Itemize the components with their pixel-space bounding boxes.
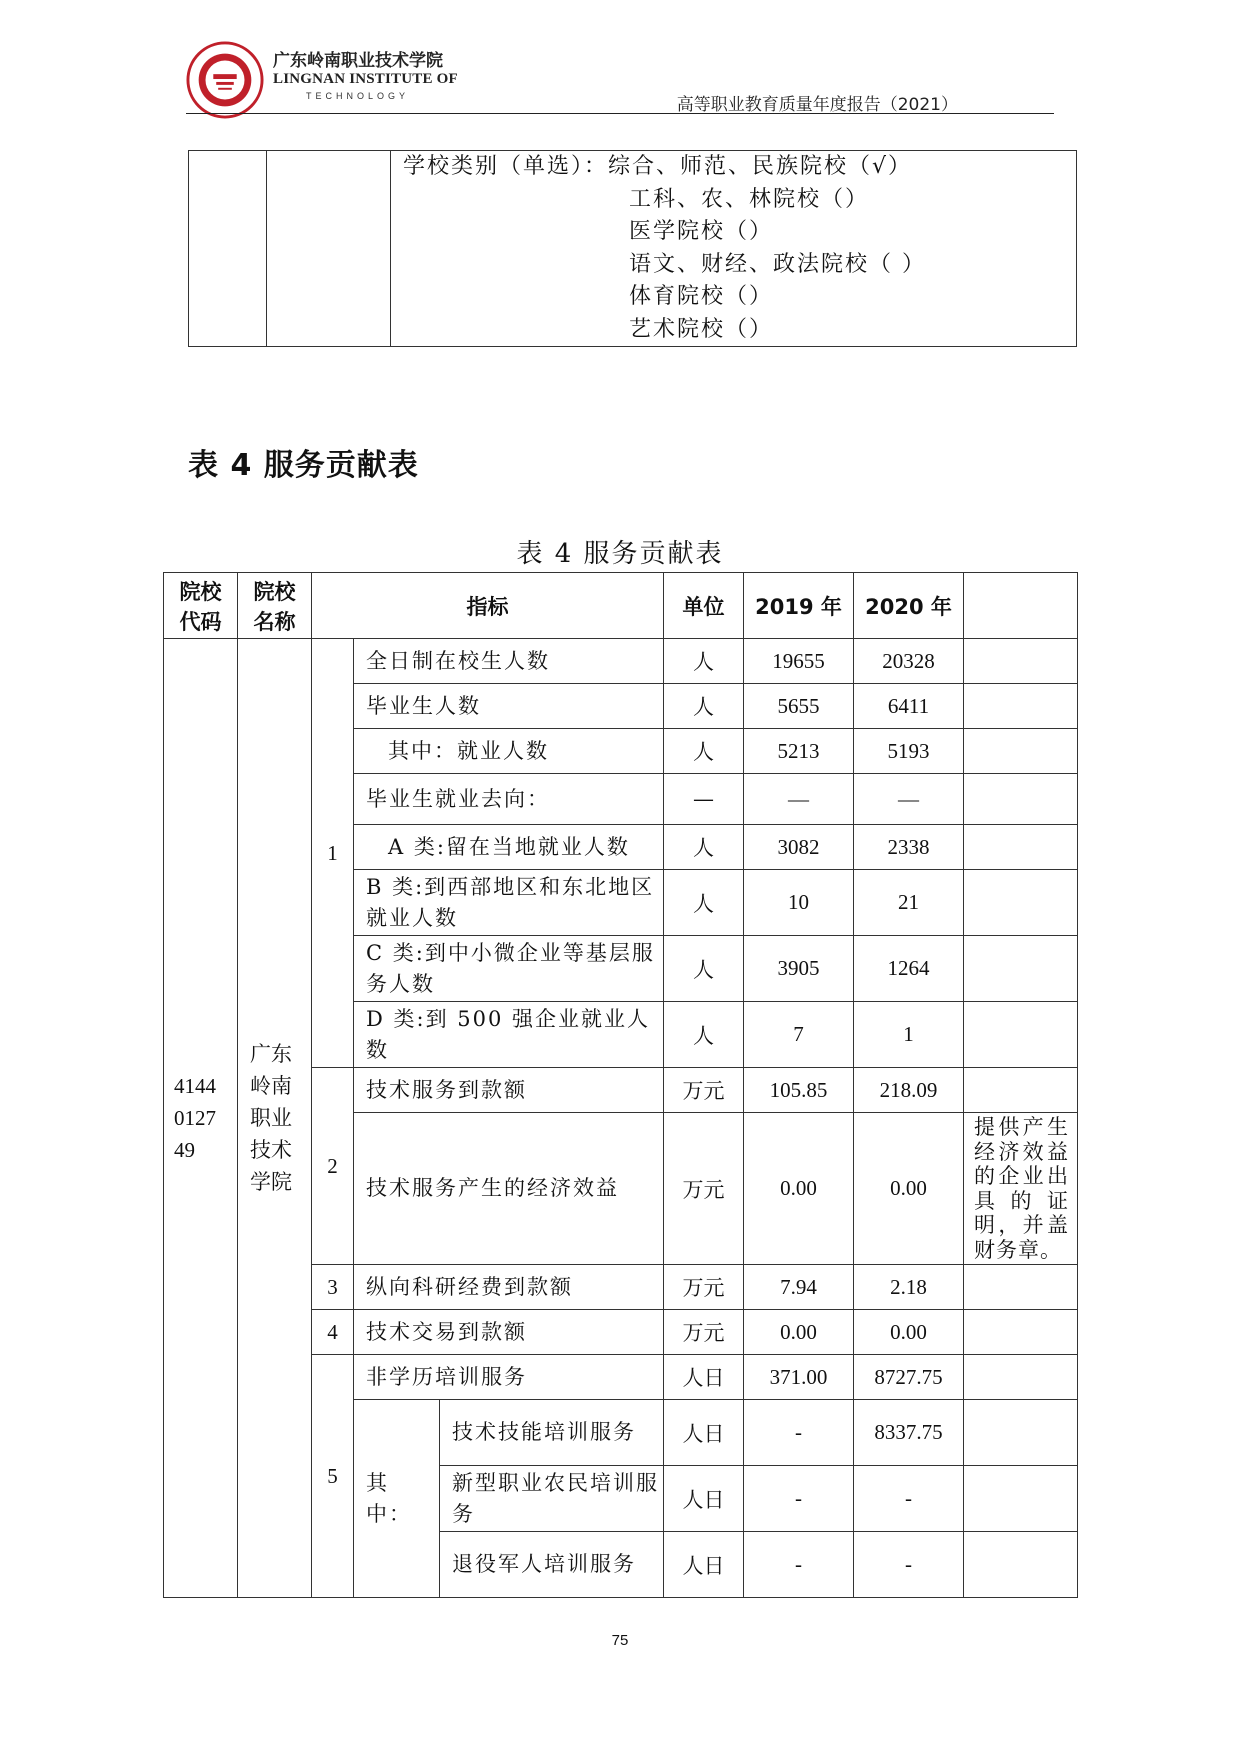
row-note [964, 774, 1078, 825]
row-2020: 6411 [854, 684, 964, 729]
row-note [964, 729, 1078, 774]
row-note [964, 1466, 1078, 1532]
row-2019: 371.00 [744, 1355, 854, 1400]
header-note [964, 573, 1078, 639]
school-logo-icon [186, 41, 264, 119]
row-label: 技术服务到款额 [354, 1068, 664, 1113]
school-code-line: 49 [174, 1138, 195, 1162]
row-note [964, 639, 1078, 684]
school-name-line: 广东 [250, 1042, 292, 1066]
row-note [964, 1355, 1078, 1400]
school-type-option: 艺术院校（） [629, 316, 774, 342]
row-2020: 1264 [854, 936, 964, 1002]
group-number: 3 [312, 1265, 354, 1310]
row-2020: 0.00 [854, 1310, 964, 1355]
school-name-en-line2: TECHNOLOGY [306, 91, 410, 101]
table-header-row [164, 573, 1078, 639]
school-type-line [403, 151, 1076, 184]
school-type-option: 医学院校（） [629, 219, 774, 244]
header-unit: 单位 [664, 573, 744, 639]
row-label: 纵向科研经费到款额 [354, 1265, 664, 1310]
row-label: 非学历培训服务 [354, 1355, 664, 1400]
row-note [964, 936, 1078, 1002]
row-label: 其中：就业人数 [354, 729, 664, 774]
row-unit: 人 [664, 936, 744, 1002]
row-2020: 2338 [854, 825, 964, 870]
school-name-cn: 广东岭南职业技术学院 [273, 51, 443, 71]
row-unit: 人 [664, 684, 744, 729]
row-2019: - [744, 1466, 854, 1532]
empty-cell [189, 151, 267, 347]
header-indicator: 指标 [312, 573, 664, 639]
row-note [964, 684, 1078, 729]
row-note [964, 1002, 1078, 1068]
section-heading: 表 4 服务贡献表 [188, 448, 419, 483]
row-unit: — [664, 774, 744, 825]
school-type-label: 学校类别（单选）： [403, 154, 609, 179]
row-note [964, 1532, 1078, 1598]
row-note [964, 1400, 1078, 1466]
row-label: C 类:到中小微企业等基层服务人数 [354, 936, 664, 1002]
row-note [964, 1310, 1078, 1355]
row-2020: 0.00 [854, 1113, 964, 1265]
row-label: 全日制在校生人数 [354, 639, 664, 684]
row-label: 技术交易到款额 [354, 1310, 664, 1355]
row-2019: 19655 [744, 639, 854, 684]
row-note [964, 825, 1078, 870]
row-2020: — [854, 774, 964, 825]
row-2019: - [744, 1400, 854, 1466]
row-note [964, 870, 1078, 936]
header-divider [186, 113, 1054, 114]
row-unit: 万元 [664, 1068, 744, 1113]
row-2020: - [854, 1532, 964, 1598]
row-unit: 人 [664, 870, 744, 936]
school-code-cell [164, 639, 238, 1598]
header-2019: 2019 年 [744, 573, 854, 639]
school-name-line: 学院 [250, 1170, 292, 1194]
row-2019: 7.94 [744, 1265, 854, 1310]
row-label: D 类:到 500 强企业就业人数 [354, 1002, 664, 1068]
row-unit: 人日 [664, 1466, 744, 1532]
table-caption: 表 4 服务贡献表 [516, 539, 724, 569]
row-2019: 5213 [744, 729, 854, 774]
school-type-table [188, 150, 1077, 347]
school-code-line: 4144 [174, 1074, 216, 1098]
row-label: 新型职业农民培训服务 [440, 1466, 664, 1532]
header-school-code: 院校 代码 [164, 573, 238, 639]
row-2019: 0.00 [744, 1113, 854, 1265]
row-2019: 3082 [744, 825, 854, 870]
row-2019: - [744, 1532, 854, 1598]
row-note [964, 1265, 1078, 1310]
row-unit: 人日 [664, 1355, 744, 1400]
school-type-option: 语文、财经、政法院校（ ） [629, 251, 926, 277]
row-2019: 10 [744, 870, 854, 936]
row-unit: 万元 [664, 1113, 744, 1265]
school-type-option: 体育院校（） [629, 284, 774, 309]
row-2020: 1 [854, 1002, 964, 1068]
row-2020: 21 [854, 870, 964, 936]
row-2019: 7 [744, 1002, 854, 1068]
header-school-name: 院校 名称 [238, 573, 312, 639]
group-number: 2 [312, 1068, 354, 1265]
row-2020: 2.18 [854, 1265, 964, 1310]
school-type-cell [391, 151, 1077, 347]
row-unit: 万元 [664, 1265, 744, 1310]
row-unit: 人日 [664, 1400, 744, 1466]
row-2020: - [854, 1466, 964, 1532]
sub-group-label: 其中： [354, 1400, 440, 1598]
row-unit: 万元 [664, 1310, 744, 1355]
row-note [964, 1068, 1078, 1113]
row-label: 技术技能培训服务 [440, 1400, 664, 1466]
row-label: 技术服务产生的经济效益 [354, 1113, 664, 1265]
table-row [164, 639, 1078, 684]
row-2019: 105.85 [744, 1068, 854, 1113]
row-label: A 类:留在当地就业人数 [354, 825, 664, 870]
group-number: 4 [312, 1310, 354, 1355]
school-code-line: 0127 [174, 1106, 216, 1130]
group-number: 1 [312, 639, 354, 1068]
row-2020: 5193 [854, 729, 964, 774]
school-name-line: 职业 [250, 1106, 292, 1130]
school-name-en: LINGNAN INSTITUTE OF [273, 71, 458, 87]
school-type-option: 综合、师范、民族院校（√） [608, 154, 913, 179]
row-2020: 20328 [854, 639, 964, 684]
row-2020: 218.09 [854, 1068, 964, 1113]
row-2020: 8337.75 [854, 1400, 964, 1466]
school-name-cell [238, 639, 312, 1598]
school-type-option: 工科、农、林院校（） [629, 186, 870, 212]
row-label: B 类:到西部地区和东北地区就业人数 [354, 870, 664, 936]
row-unit: 人 [664, 639, 744, 684]
group-number: 5 [312, 1355, 354, 1598]
page-number: 75 [611, 1632, 629, 1649]
row-label: 毕业生人数 [354, 684, 664, 729]
row-unit: 人 [664, 1002, 744, 1068]
row-label: 退役军人培训服务 [440, 1532, 664, 1598]
row-2019: 5655 [744, 684, 854, 729]
row-label: 毕业生就业去向： [354, 774, 664, 825]
row-unit: 人 [664, 729, 744, 774]
row-unit: 人日 [664, 1532, 744, 1598]
row-unit: 人 [664, 825, 744, 870]
row-2019: — [744, 774, 854, 825]
row-2019: 3905 [744, 936, 854, 1002]
row-note: 提供产生经济效益的企业出具的证明，并盖财务章。 [964, 1113, 1078, 1265]
row-2019: 0.00 [744, 1310, 854, 1355]
row-2020: 8727.75 [854, 1355, 964, 1400]
school-name-line: 岭南 [250, 1074, 292, 1098]
school-name-line: 技术 [250, 1138, 292, 1162]
empty-cell [267, 151, 391, 347]
page-header [0, 0, 1240, 120]
service-contribution-table [163, 572, 1078, 1598]
header-2020: 2020 年 [854, 573, 964, 639]
report-title: 高等职业教育质量年度报告（2021） [676, 95, 958, 115]
